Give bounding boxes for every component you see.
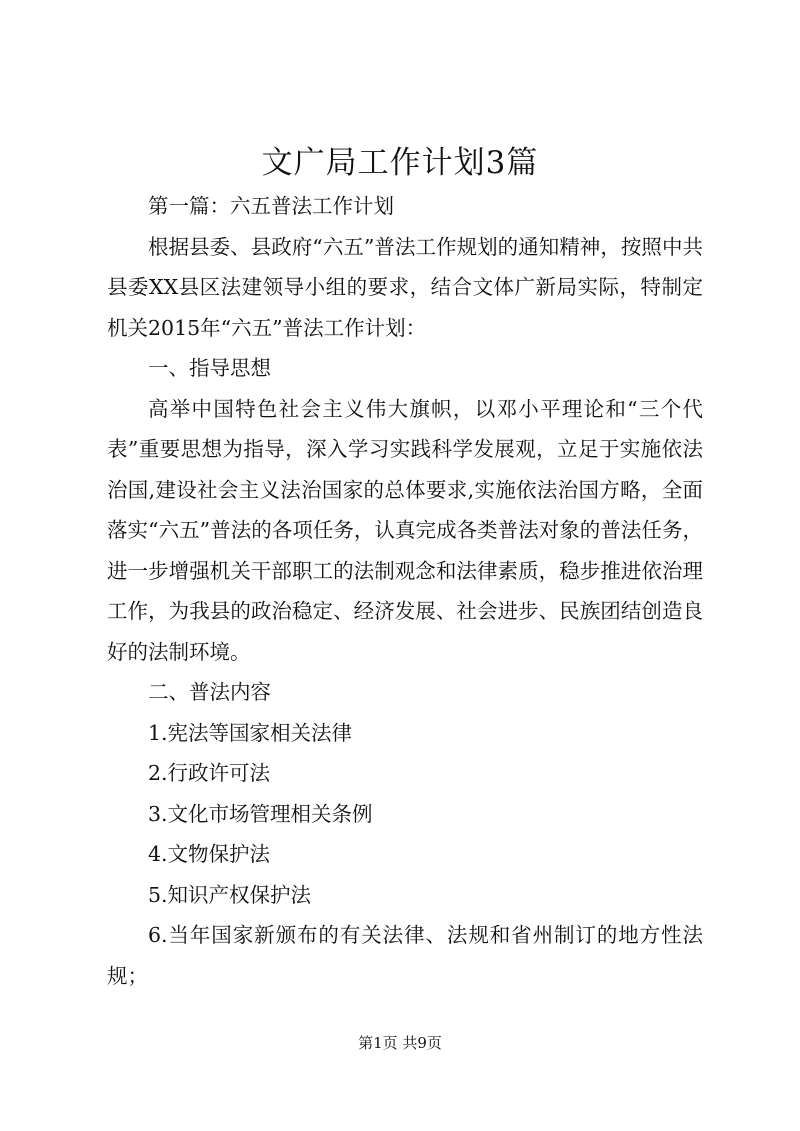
page-footer: 第1页 共9页 (358, 1034, 442, 1052)
section-heading-guiding-ideology: 一、指导思想 (148, 356, 271, 380)
list-item-6: 6.当年国家新颁布的有关法律、法规和省州制订的地方性法规； (107, 923, 703, 988)
list-item-4: 4.文物保护法 (148, 842, 271, 866)
list-item-5: 5.知识产权保护法 (148, 882, 312, 907)
document-title: 文广局工作计划3篇 (261, 145, 539, 181)
list-item-2: 2.行政许可法 (148, 761, 271, 785)
body-paragraph-guiding-ideology: 高举中国特色社会主义伟大旗帜，以邓小平理论和“三个代表”重要思想为指导，深入学习实践科学发展观，立足于实施依法治国,建设社会主义法治国家的总体要求,实施依法治国方略，全面落实“六五”普法的各项任务，认真完成各类普法对象的普法任务，进一步增强机关干部职工的法制观念和法律素质，稳步推进依治理工作，为我县的政治稳定、经济发展、社会进步、民族团结创造良好的法制环境。 (107, 396, 703, 664)
section-heading-first-article: 第一篇：六五普法工作计划 (148, 194, 394, 218)
list-item-1: 1.宪法等国家相关法律 (148, 720, 353, 745)
section-heading-legal-content: 二、普法内容 (148, 680, 271, 704)
document-body (107, 186, 703, 996)
list-item-3: 3.文化市场管理相关条例 (148, 801, 373, 826)
body-paragraph-intro: 根据县委、县政府“六五”普法工作规划的通知精神，按照中共县委XX县区法建领导小组的要求，结合文体广新局实际，特制定机关2015年“六五”普法工作计划： (107, 234, 703, 340)
